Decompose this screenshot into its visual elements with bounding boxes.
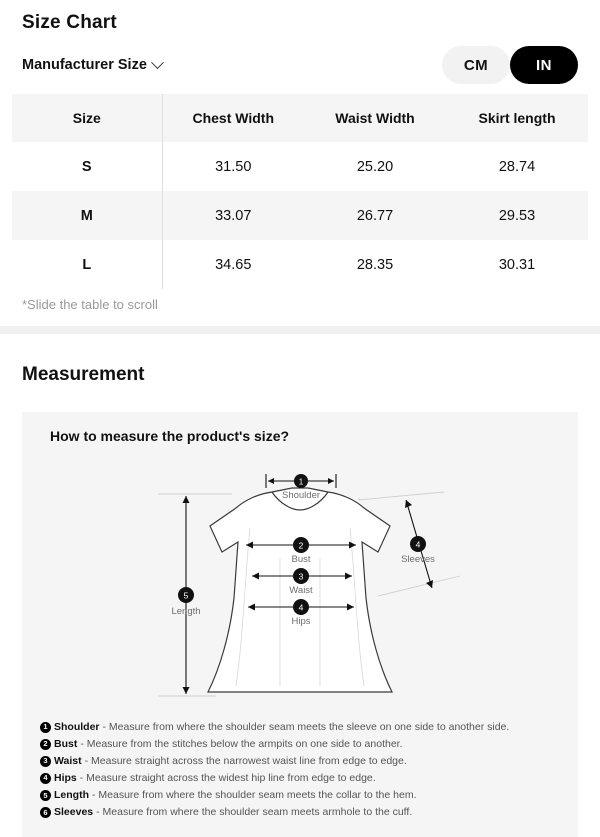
- label-waist: Waist: [289, 584, 313, 596]
- cell-chest: 31.50: [162, 142, 304, 191]
- legend-description: - Measure from the stitches below the armpits on one side to another.: [80, 737, 403, 750]
- legend-number-icon: 6: [40, 807, 51, 818]
- cell-size: M: [12, 191, 162, 240]
- cell-skirt: 29.53: [446, 191, 588, 240]
- unit-in-button[interactable]: IN: [510, 46, 578, 84]
- legend-description: - Measure from where the shoulder seam meets armhole to the cuff.: [96, 806, 413, 819]
- size-type-dropdown[interactable]: [22, 57, 162, 73]
- cell-skirt: 30.31: [446, 240, 588, 289]
- table-header-row: [12, 94, 588, 142]
- measurement-question: How to measure the product's size?: [50, 427, 290, 444]
- legend-description: - Measure from where the shoulder seam meets the sleeve on one side to another side.: [102, 720, 510, 733]
- legend-term: Shoulder: [54, 720, 100, 733]
- label-length: Length: [171, 605, 201, 617]
- cell-size: L: [12, 240, 162, 289]
- column-header-size: Size: [12, 94, 162, 142]
- badge-2-number: 2: [298, 540, 304, 551]
- size-type-label: Manufacturer Size: [22, 57, 147, 73]
- size-table-wrapper[interactable]: [0, 94, 600, 289]
- list-item: [40, 737, 560, 751]
- legend-term: Length: [54, 789, 89, 802]
- badge-3-number: 3: [298, 571, 304, 582]
- measurement-title: Measurement: [22, 363, 145, 385]
- legend-term: Waist: [54, 754, 82, 767]
- cell-waist: 25.20: [304, 142, 446, 191]
- garment-measurement-diagram: [36, 448, 564, 716]
- cell-chest: 34.65: [162, 240, 304, 289]
- table-row: [12, 191, 588, 240]
- legend-number-icon: 1: [40, 722, 51, 733]
- list-item: [40, 720, 560, 734]
- size-table: [12, 94, 588, 289]
- legend-term: Bust: [54, 737, 78, 750]
- measurement-legend: [36, 720, 564, 820]
- cell-waist: 26.77: [304, 191, 446, 240]
- label-bust: Bust: [291, 553, 311, 565]
- badge-5-number: 5: [183, 590, 189, 601]
- badge-4-number: 4: [298, 602, 304, 613]
- page-title: Size Chart: [22, 12, 117, 33]
- label-hips: Hips: [291, 615, 311, 627]
- cell-chest: 33.07: [162, 191, 304, 240]
- cell-size: S: [12, 142, 162, 191]
- table-row: [12, 240, 588, 289]
- badge-1-number: 1: [298, 477, 304, 487]
- list-item: [40, 805, 560, 819]
- scroll-hint: *Slide the table to scroll: [22, 297, 158, 312]
- cell-waist: 28.35: [304, 240, 446, 289]
- list-item: [40, 754, 560, 768]
- legend-number-icon: 2: [40, 739, 51, 750]
- table-row: [12, 142, 588, 191]
- label-shoulder: Shoulder: [281, 489, 321, 501]
- badge-6-number: 4: [415, 539, 421, 550]
- label-sleeves: Sleeves: [401, 553, 435, 565]
- legend-term: Sleeves: [54, 806, 94, 819]
- legend-number-icon: 4: [40, 773, 51, 784]
- unit-toggle: [442, 46, 578, 84]
- unit-cm-button[interactable]: CM: [442, 46, 510, 84]
- column-header-waist: Waist Width: [304, 94, 446, 142]
- list-item: [40, 788, 560, 802]
- cell-skirt: 28.74: [446, 142, 588, 191]
- list-item: [40, 771, 560, 785]
- legend-number-icon: 3: [40, 756, 51, 767]
- section-divider: [0, 326, 600, 334]
- legend-description: - Measure straight across the narrowest waist line from edge to edge.: [84, 754, 407, 767]
- chevron-down-icon: [151, 56, 164, 69]
- legend-description: - Measure straight across the widest hip line from edge to edge.: [79, 772, 376, 785]
- chart-controls: [0, 40, 600, 94]
- measurement-card: [22, 412, 578, 837]
- legend-description: - Measure from where the shoulder seam meets the collar to the hem.: [92, 789, 417, 802]
- legend-term: Hips: [54, 772, 77, 785]
- column-header-chest: Chest Width: [162, 94, 304, 142]
- legend-number-icon: 5: [40, 790, 51, 801]
- column-header-skirt: Skirt length: [446, 94, 588, 142]
